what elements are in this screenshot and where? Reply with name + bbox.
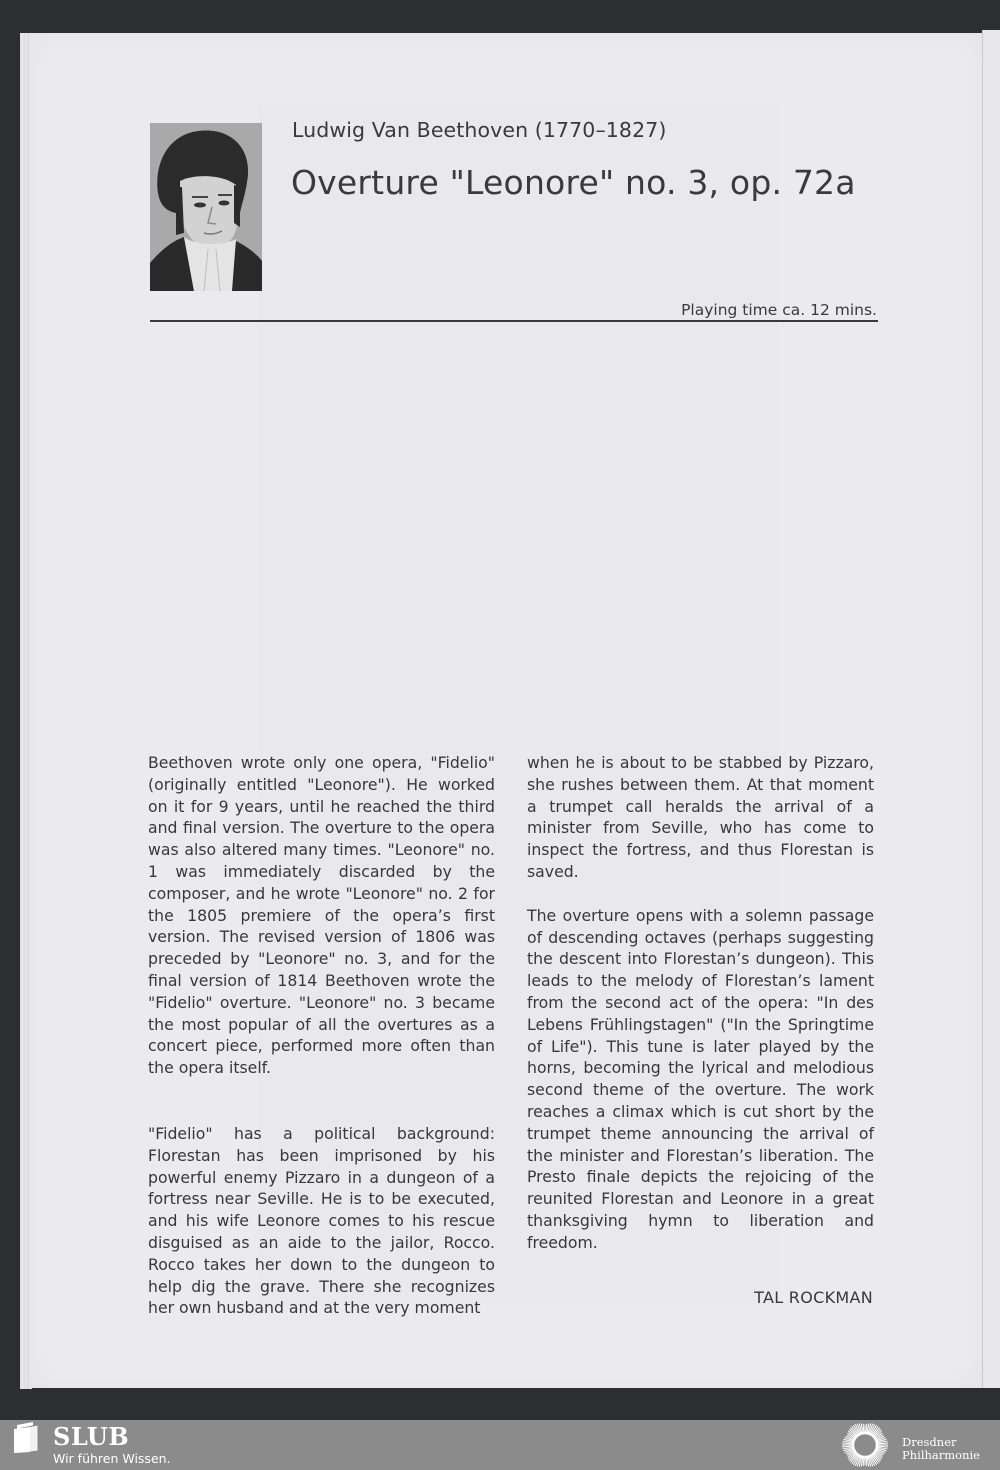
paragraph-overture-description: The overture opens with a solemn passage of descending octaves (perhaps suggesting the descent into Florestan’s dungeon). This leads to the melody of Florestan’s lament from the second act of the opera: "In des Lebens Frühlingstagen" ("In the Springtime of Life"). This tune is later played by the horns, becoming the lyrical and melodious second theme of the overture. The work reaches a climax which is cut short by the trumpet theme announcing the arrival of the minister and Florestan’s liberation. The Presto finale depicts the rejoicing of the reunited Florestan and Leonore in a great thanksgiving hymn to liberation and freedom. xyxy=(527,905,874,1252)
sunburst-ray xyxy=(842,1446,853,1447)
playing-time: Playing time ca. 12 mins. xyxy=(681,301,877,319)
paragraph-plot: "Fidelio" has a political background: Florestan has been imprisoned by his powerful enemy Pizzaro in a dungeon of a fortress near Seville. He is to be executed, and his wife Leonore comes to his rescue disguised as an aide to the jailor, Rocco. Rocco takes her down to the dungeon to help dig the grave. There she recognizes her own husband and at the very moment xyxy=(148,1123,495,1318)
sunburst-ray xyxy=(863,1457,864,1466)
composer-heading: Ludwig Van Beethoven (1770–1827) xyxy=(292,118,667,142)
paragraph-plot-continued: when he is about to be stabbed by Pizzaro, she rushes between them. At that moment a trumpet call heralds the arrival of a minister from Seville, who has come to inspect the fortress, and thus Florestan is saved. xyxy=(527,753,874,881)
article-author: TAL ROCKMAN xyxy=(754,1288,873,1307)
sunburst-ray xyxy=(842,1443,853,1444)
composer-portrait xyxy=(150,123,262,291)
adjacent-page-edge xyxy=(982,30,1000,1388)
logo-name-line-1: Dresdner xyxy=(902,1435,957,1449)
slub-tagline: Wir führen Wissen. xyxy=(53,1451,171,1466)
sunburst-ray xyxy=(877,1443,888,1444)
sunburst-center xyxy=(853,1433,877,1457)
portrait-image xyxy=(150,123,262,291)
sunburst-ray xyxy=(863,1424,864,1433)
sunburst-ray xyxy=(877,1446,888,1447)
sunburst-ray xyxy=(866,1457,867,1466)
logo-name-line-2: Philharmonie xyxy=(902,1448,980,1462)
article-right-column xyxy=(527,752,874,1254)
article-left-column xyxy=(148,752,495,1319)
sunburst-ray xyxy=(866,1424,867,1433)
header-divider xyxy=(150,320,878,322)
book-icon xyxy=(13,1421,41,1453)
dresdner-philharmonie-logo-name[interactable] xyxy=(902,1436,980,1462)
sunburst-ring-icon xyxy=(840,1420,890,1470)
work-title: Overture "Leonore" no. 3, op. 72a xyxy=(291,163,856,202)
slub-logo-name[interactable]: SLUB xyxy=(53,1422,130,1451)
paragraph-opera-history: Beethoven wrote only one opera, "Fidelio" (originally entitled "Leonore"). He worked on it for 9 years, until he reached the third and final version. The overture to the opera was also altered many times. "Leonore" no. 1 was immediately discarded by the composer, and he wrote "Leonore" no. 2 for the 1805 premiere of the opera’s first version. The revised version of 1806 was preceded by "Leonore" no. 3, and for the final version of 1814 Beethoven wrote the "Fidelio" overture. "Leonore" no. 3 became the most popular of all the overtures as a concert piece, performed more often than the opera itself. xyxy=(148,753,495,1078)
